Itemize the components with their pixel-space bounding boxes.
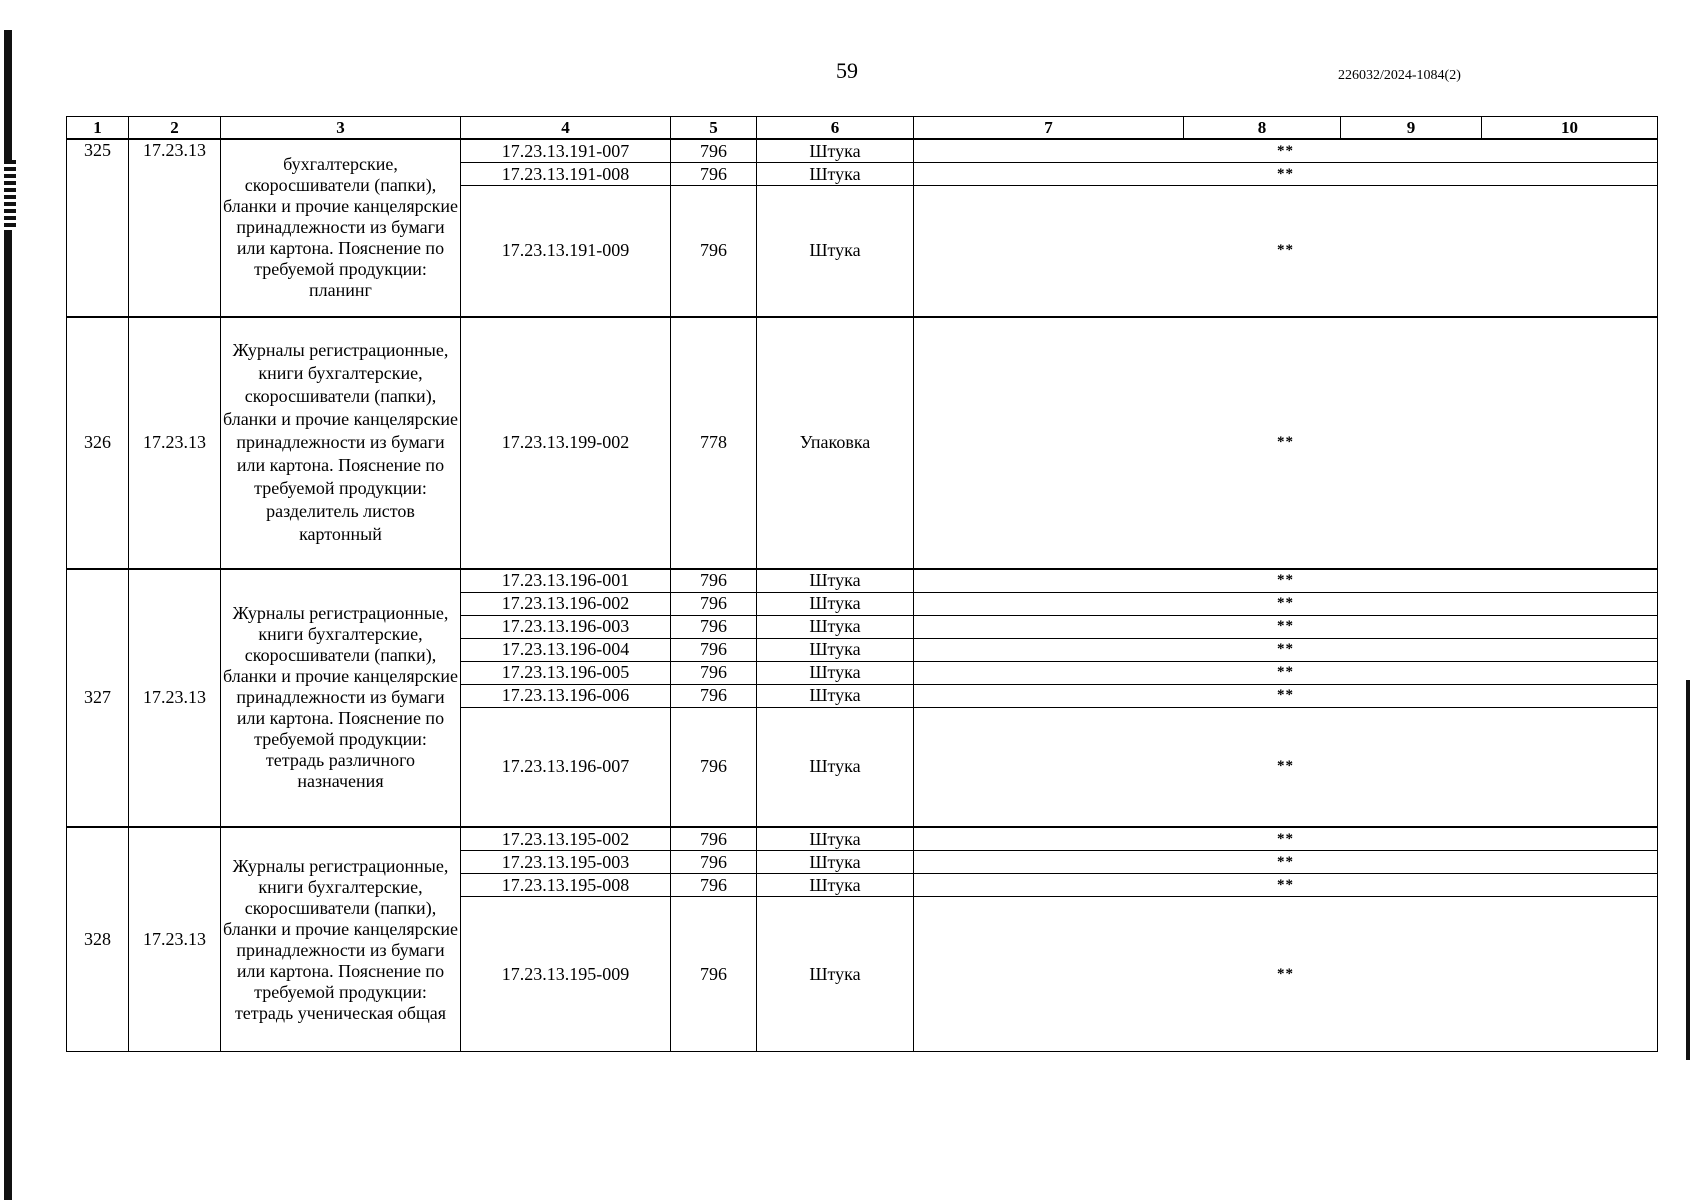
column-header: 2 <box>129 117 221 140</box>
mark-cell: ** <box>914 851 1658 874</box>
okei-code: 796 <box>671 897 757 1052</box>
okpd2-code: 17.23.13.196-002 <box>461 592 671 615</box>
unit-name: Упаковка <box>757 317 914 569</box>
table-row <box>67 569 1658 593</box>
mark-cell: ** <box>914 615 1658 638</box>
okei-code: 796 <box>671 615 757 638</box>
unit-name: Штука <box>757 707 914 827</box>
mark-cell: ** <box>914 186 1658 317</box>
okei-code: 796 <box>671 874 757 897</box>
okei-code: 796 <box>671 638 757 661</box>
row-number: 328 <box>67 827 129 1052</box>
okpd2-code: 17.23.13.195-002 <box>461 827 671 851</box>
okpd2-code: 17.23.13.195-009 <box>461 897 671 1052</box>
okpd2-code: 17.23.13.191-008 <box>461 163 671 186</box>
table-row <box>67 317 1658 569</box>
column-header: 9 <box>1341 117 1482 140</box>
unit-name: Штука <box>757 897 914 1052</box>
okei-code: 796 <box>671 163 757 186</box>
mark-cell: ** <box>914 874 1658 897</box>
okpd2-code: 17.23.13.195-008 <box>461 874 671 897</box>
okpd2-group-code: 17.23.13 <box>129 139 221 317</box>
okpd2-code: 17.23.13.196-001 <box>461 569 671 593</box>
okpd2-code: 17.23.13.196-004 <box>461 638 671 661</box>
okpd2-code: 17.23.13.191-007 <box>461 139 671 163</box>
page-number: 59 <box>836 58 858 83</box>
mark-cell: ** <box>914 661 1658 684</box>
unit-name: Штука <box>757 592 914 615</box>
document-reference: 226032/2024-1084(2) <box>1338 68 1461 83</box>
mark-cell: ** <box>914 163 1658 186</box>
mark-cell: ** <box>914 569 1658 593</box>
header-row <box>67 117 1658 140</box>
okei-code: 796 <box>671 684 757 707</box>
column-header: 1 <box>67 117 129 140</box>
mark-cell: ** <box>914 897 1658 1052</box>
okpd2-group-code: 17.23.13 <box>129 827 221 1052</box>
okei-code: 796 <box>671 851 757 874</box>
okei-code: 796 <box>671 661 757 684</box>
okpd2-code: 17.23.13.191-009 <box>461 186 671 317</box>
okei-code: 796 <box>671 139 757 163</box>
unit-name: Штука <box>757 186 914 317</box>
mark-cell: ** <box>914 317 1658 569</box>
okpd2-group-code: 17.23.13 <box>129 317 221 569</box>
column-header: 3 <box>221 117 461 140</box>
okei-code: 778 <box>671 317 757 569</box>
okpd2-code: 17.23.13.199-002 <box>461 317 671 569</box>
unit-name: Штука <box>757 638 914 661</box>
unit-name: Штука <box>757 851 914 874</box>
procurement-table <box>66 116 1658 1052</box>
table-row <box>67 827 1658 851</box>
row-number: 326 <box>67 317 129 569</box>
okei-code: 796 <box>671 827 757 851</box>
item-description: Журналы регистрационные, книги бухгалтерские, скоросшиватели (папки), бланки и прочие канцелярские принадлежности из бумаги или картона. Пояснение по требуемой продукции: тетрадь различного назначения <box>221 569 461 828</box>
unit-name: Штука <box>757 615 914 638</box>
unit-name: Штука <box>757 874 914 897</box>
unit-name: Штука <box>757 569 914 593</box>
mark-cell: ** <box>914 139 1658 163</box>
okpd2-code: 17.23.13.196-007 <box>461 707 671 827</box>
mark-cell: ** <box>914 638 1658 661</box>
scan-edge-right <box>1686 680 1690 1060</box>
mark-cell: ** <box>914 827 1658 851</box>
column-header: 4 <box>461 117 671 140</box>
okpd2-code: 17.23.13.196-005 <box>461 661 671 684</box>
row-number: 327 <box>67 569 129 828</box>
mark-cell: ** <box>914 684 1658 707</box>
okei-code: 796 <box>671 592 757 615</box>
okpd2-code: 17.23.13.196-006 <box>461 684 671 707</box>
okpd2-code: 17.23.13.196-003 <box>461 615 671 638</box>
scan-edge-left-notch <box>4 160 16 230</box>
column-header: 5 <box>671 117 757 140</box>
column-header: 6 <box>757 117 914 140</box>
okei-code: 796 <box>671 186 757 317</box>
item-description: бухгалтерские, скоросшиватели (папки), бланки и прочие канцелярские принадлежности из бумаги или картона. Пояснение по требуемой продукции: планинг <box>221 139 461 317</box>
okei-code: 796 <box>671 569 757 593</box>
unit-name: Штука <box>757 661 914 684</box>
row-number: 325 <box>67 139 129 317</box>
unit-name: Штука <box>757 139 914 163</box>
table-row <box>67 139 1658 163</box>
item-description: Журналы регистрационные, книги бухгалтерские, скоросшиватели (папки), бланки и прочие канцелярские принадлежности из бумаги или картона. Пояснение по требуемой продукции: разделитель листов картонный <box>221 317 461 569</box>
unit-name: Штука <box>757 684 914 707</box>
okpd2-code: 17.23.13.195-003 <box>461 851 671 874</box>
column-header: 8 <box>1184 117 1341 140</box>
unit-name: Штука <box>757 827 914 851</box>
mark-cell: ** <box>914 707 1658 827</box>
item-description: Журналы регистрационные, книги бухгалтерские, скоросшиватели (папки), бланки и прочие канцелярские принадлежности из бумаги или картона. Пояснение по требуемой продукции: тетрадь ученическая общая <box>221 827 461 1052</box>
unit-name: Штука <box>757 163 914 186</box>
okei-code: 796 <box>671 707 757 827</box>
column-header: 7 <box>914 117 1184 140</box>
column-header: 10 <box>1482 117 1658 140</box>
okpd2-group-code: 17.23.13 <box>129 569 221 828</box>
mark-cell: ** <box>914 592 1658 615</box>
